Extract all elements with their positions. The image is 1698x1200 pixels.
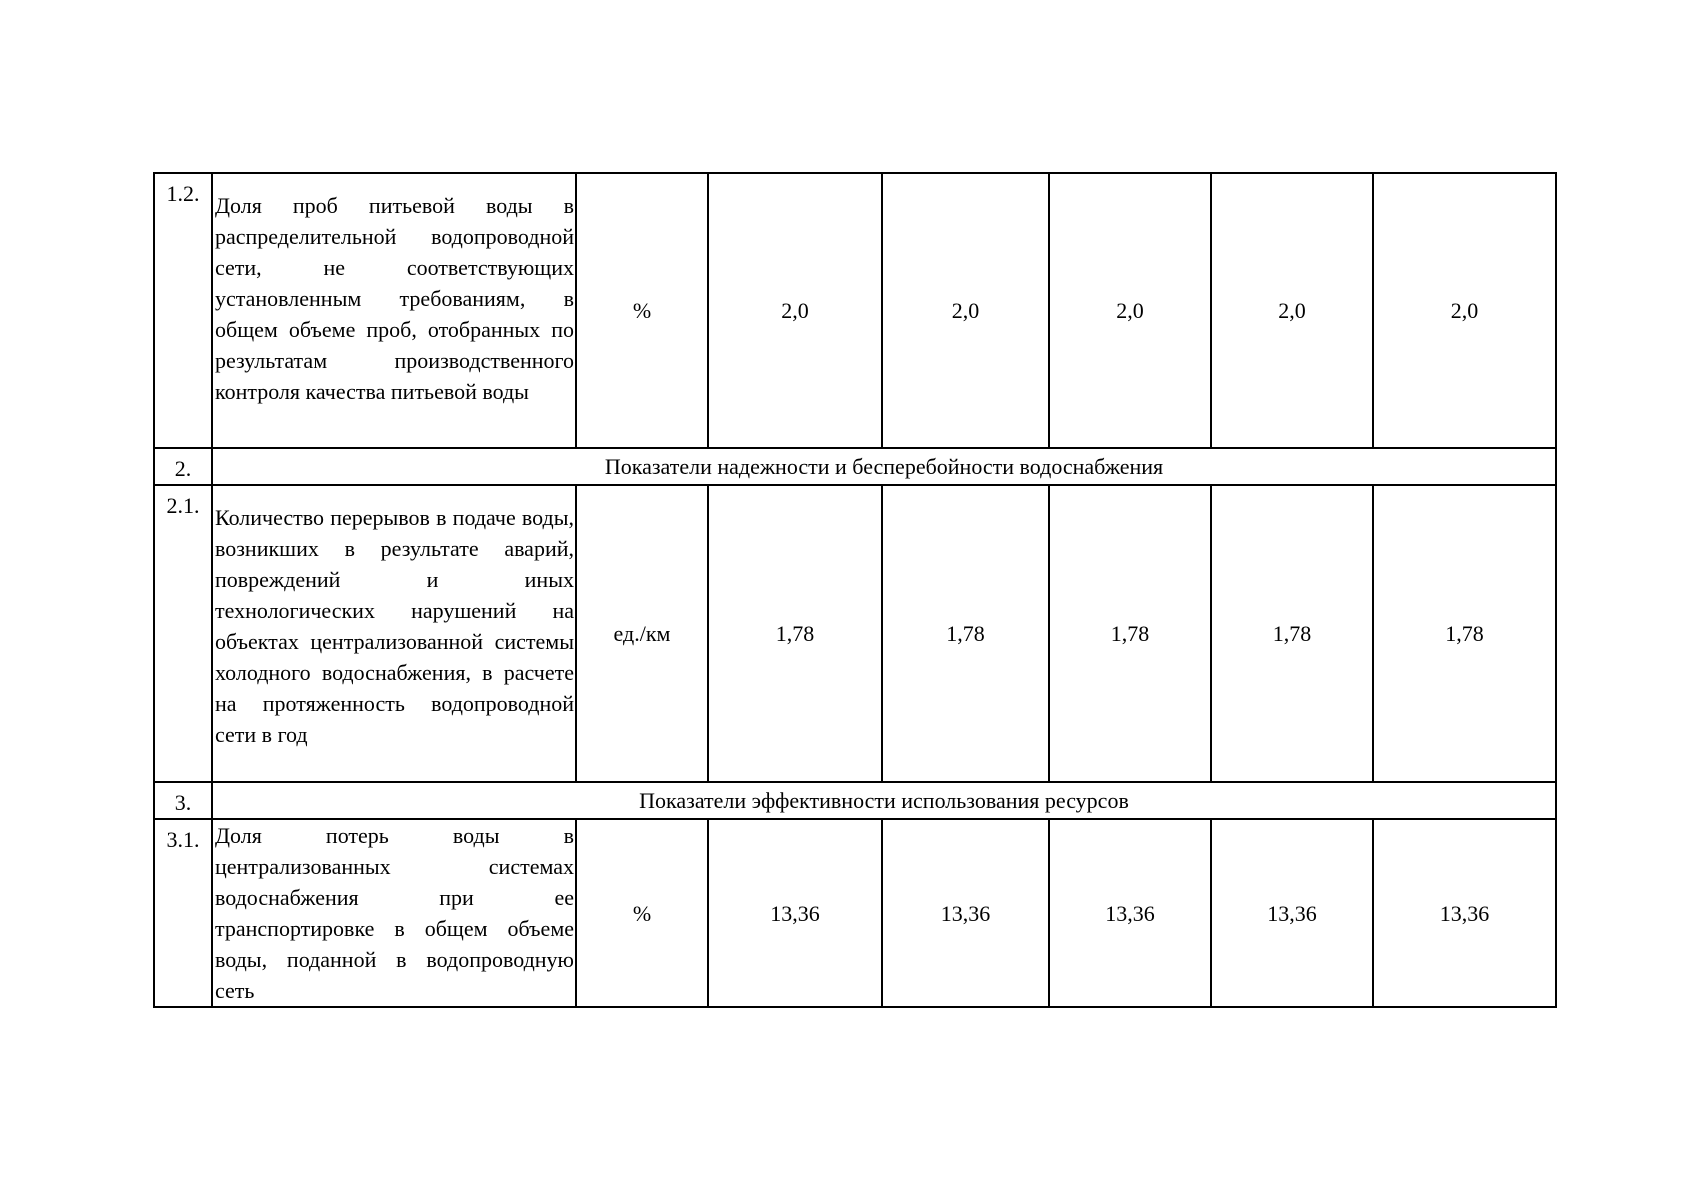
indicator-name: Доля проб питьевой воды в распределительной водопроводной сети, не соответствующих установленным требованиям, в общем объеме проб, отобранных по результатам производственного контроля качества питьевой воды <box>212 173 576 448</box>
value-cell: 13,36 <box>1211 819 1373 1007</box>
row-number: 1.2. <box>154 173 212 448</box>
value-cell: 1,78 <box>708 485 882 782</box>
value-cell: 1,78 <box>1211 485 1373 782</box>
value-cell: 1,78 <box>1049 485 1211 782</box>
unit-cell: % <box>576 819 708 1007</box>
value-cell: 13,36 <box>708 819 882 1007</box>
indicator-name: Количество перерывов в подаче воды, возникших в результате аварий, повреждений и иных технологических нарушений на объектах централизованной системы холодного водоснабжения, в расчете на протяженность водопроводной сети в год <box>212 485 576 782</box>
section-row <box>154 782 1556 819</box>
indicators-table <box>153 172 1557 1008</box>
value-cell: 2,0 <box>1373 173 1556 448</box>
row-number: 3. <box>154 782 212 819</box>
value-cell: 13,36 <box>1049 819 1211 1007</box>
row-number: 2. <box>154 448 212 485</box>
row-number: 2.1. <box>154 485 212 782</box>
value-cell: 2,0 <box>708 173 882 448</box>
value-cell: 2,0 <box>1211 173 1373 448</box>
section-row <box>154 448 1556 485</box>
table-row <box>154 485 1556 782</box>
value-cell: 13,36 <box>1373 819 1556 1007</box>
value-cell: 1,78 <box>1373 485 1556 782</box>
indicator-name: Доля потерь воды в централизованных системах водоснабжения при ее транспортировке в общем объеме воды, поданной в водопроводную сеть <box>212 819 576 1007</box>
value-cell: 1,78 <box>882 485 1049 782</box>
section-title: Показатели надежности и бесперебойности водоснабжения <box>212 448 1556 485</box>
table-row <box>154 819 1556 1007</box>
unit-cell: ед./км <box>576 485 708 782</box>
section-title: Показатели эффективности использования ресурсов <box>212 782 1556 819</box>
value-cell: 2,0 <box>882 173 1049 448</box>
table-row <box>154 173 1556 448</box>
value-cell: 2,0 <box>1049 173 1211 448</box>
value-cell: 13,36 <box>882 819 1049 1007</box>
unit-cell: % <box>576 173 708 448</box>
row-number: 3.1. <box>154 819 212 1007</box>
